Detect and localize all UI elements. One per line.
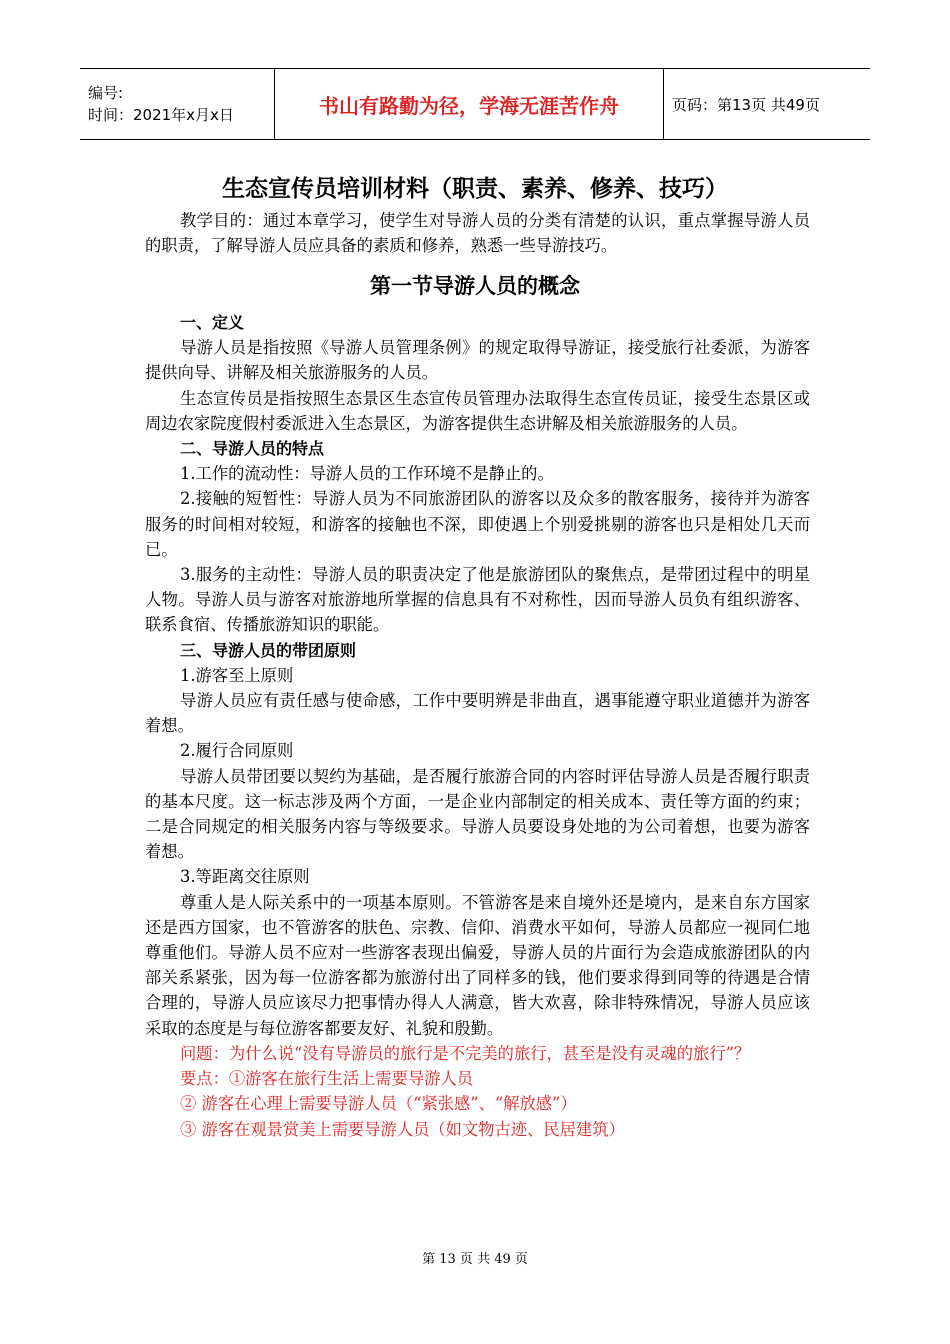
motto-text: 书山有路勤为径，学海无涯苦作舟 [319, 93, 619, 118]
paragraph: 1.工作的流动性：导游人员的工作环境不是静止的。 [180, 464, 554, 484]
page-info-text: 页码：第13页 共49页 [672, 95, 820, 114]
paragraph: 导游人员是指按照《导游人员管理条例》的规定取得导游证，接受旅行社委派，为游客提供向导、讲解及相关旅游服务的人员。 [145, 338, 810, 383]
intro-paragraph: 教学目的：通过本章学习，使学生对导游人员的分类有清楚的认识，重点掌握导游人员的职责，了解导游人员应具备的素质和修养，熟悉一些导游技巧。 [145, 211, 810, 256]
question-text: 问题：为什么说“没有导游员的旅行是不完美的旅行，甚至是没有灵魂的旅行”？ [180, 1043, 751, 1063]
heading-principles: 三、导游人员的带团原则 [180, 640, 357, 660]
paragraph: 1.游客至上原则 [180, 665, 294, 685]
header-meta [80, 69, 275, 139]
main-content [145, 310, 810, 1142]
section-title: 第一节导游人员的概念 [370, 274, 580, 298]
paragraph: 3.等距离交往原则 [180, 867, 310, 887]
paragraph: 2.履行合同原则 [180, 741, 294, 761]
paragraph: 导游人员应有责任感与使命感，工作中要明辨是非曲直，遇事能遵守职业道德并为游客着想。 [145, 691, 810, 736]
paragraph: 生态宣传员是指按照生态景区生态宣传员管理办法取得生态宣传员证，接受生态景区或周边农家院度假村委派进入生态景区，为游客提供生态讲解及相关旅游服务的人员。 [145, 388, 810, 433]
heading-definition: 一、定义 [180, 313, 245, 332]
paragraph: 导游人员带团要以契约为基础，是否履行旅游合同的内容时评估导游人员是否履行职责的基本尺度。这一标志涉及两个方面，一是企业内部制定的相关成本、责任等方面的约束；二是合同规定的相关服务内容与等级要求。导游人员要设身处地的为公司着想，也要为游客着想。 [145, 766, 810, 862]
key-point: 要点：①游客在旅行生活上需要导游人员 [180, 1069, 474, 1089]
paragraph: 尊重人是人际关系中的一项基本原则。不管游客是来自境外还是境内，是来自东方国家还是西方国家，也不管游客的肤色、宗教、信仰、消费水平如何，导游人员都应一视同仁地尊重他们。导游人员不应对一些游客表现出偏爱，导游人员的片面行为会造成旅游团队的内部关系紧张，因为每一位游客都为旅游付出了同样多的钱，他们要求得到同等的待遇是合情合理的，导游人员应该尽力把事情办得人人满意，皆大欢喜，除非特殊情况，导游人员应该采取的态度是与每位游客都要友好、礼貌和殷勤。 [145, 892, 810, 1038]
key-point: ③ 游客在观景赏美上需要导游人员（如文物古迹、民居建筑） [180, 1119, 625, 1139]
key-point: ② 游客在心理上需要导游人员（“紧张感”、“解放感”） [180, 1094, 577, 1114]
header-motto [275, 69, 664, 139]
doc-code-label: 编号: [88, 84, 124, 102]
page-header [80, 68, 870, 140]
page-footer: 第 13 页 共 49 页 [422, 1252, 528, 1267]
paragraph: 3.服务的主动性：导游人员的职责决定了他是旅游团队的聚焦点，是带团过程中的明星人物。导游人员与游客对旅游地所掌握的信息具有不对称性，因而导游人员负有组织游客、联系食宿、传播旅游知识的职能。 [145, 565, 810, 635]
intro-block [145, 208, 810, 258]
header-page-info [664, 69, 870, 139]
document-title: 生态宣传员培训材料（职责、素养、修养、技巧） [222, 176, 728, 202]
heading-characteristics: 二、导游人员的特点 [180, 439, 325, 459]
doc-time-label: 时间：2021年x月x日 [88, 106, 234, 124]
paragraph: 2.接触的短暂性：导游人员为不同旅游团队的游客以及众多的散客服务，接待并为游客服务的时间相对较短，和游客的接触也不深，即使遇上个别爱挑剔的游客也只是相处几天而已。 [145, 489, 810, 559]
